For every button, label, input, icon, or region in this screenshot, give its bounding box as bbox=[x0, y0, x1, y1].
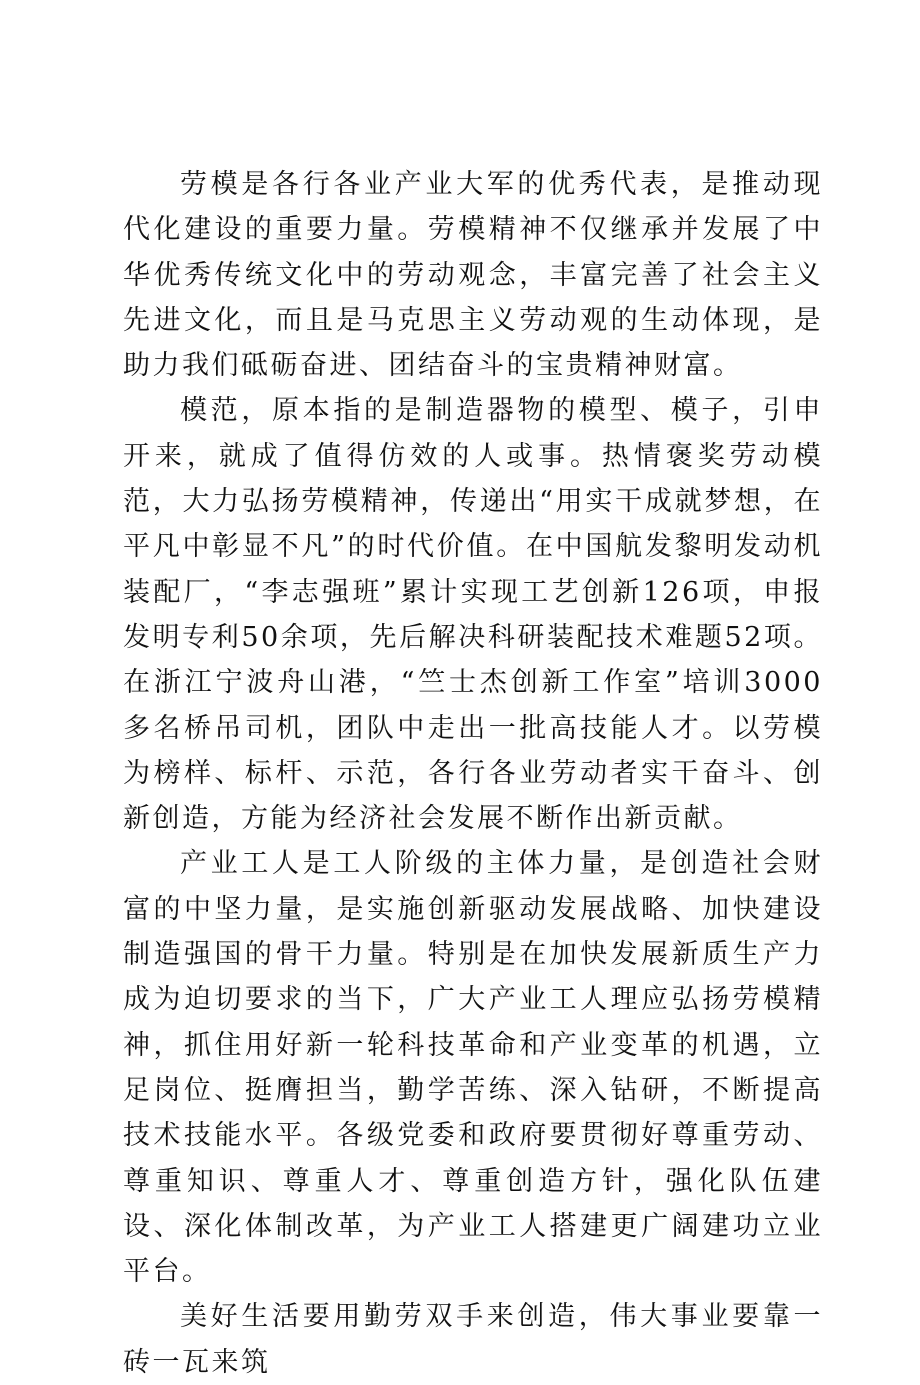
paragraph-4: 美好生活要用勤劳双手来创造，伟大事业要靠一砖一瓦来筑 bbox=[123, 1301, 823, 1378]
paragraph-2: 模范，原本指的是制造器物的模型、模子，引申开来，就成了值得仿效的人或事。热情褒奖劳动模范，大力弘扬劳模精神，传递出“用实干成就梦想，在平凡中彰显不凡”的时代价值。在中国航发黎明发动机装配厂，“李志强班”累计实现工艺创新126项，申报发明专利50余项，先后解决科研装配技术难题52项。在浙江宁波舟山港，“竺士杰创新工作室”培训3000多名桥吊司机，团队中走出一批高技能人才。以劳模为榜样、标杆、示范，各行各业劳动者实干奋斗、创新创造，方能为经济社会发展不断作出新贡献。 bbox=[123, 395, 823, 835]
paragraph-3: 产业工人是工人阶级的主体力量，是创造社会财富的中坚力量，是实施创新驱动发展战略、加快建设制造强国的骨干力量。特别是在加快发展新质生产力成为迫切要求的当下，广大产业工人理应弘扬劳模精神，抓住用好新一轮科技革命和产业变革的机遇，立足岗位、挺膺担当，勤学苦练、深入钻研，不断提高技术技能水平。各级党委和政府要贯彻好尊重劳动、尊重知识、尊重人才、尊重创造方针，强化队伍建设、深化体制改革，为产业工人搭建更广阔建功立业平台。 bbox=[123, 848, 823, 1288]
article-body bbox=[123, 162, 823, 1385]
paragraph-1: 劳模是各行各业产业大军的优秀代表，是推动现代化建设的重要力量。劳模精神不仅继承并发展了中华优秀传统文化中的劳动观念，丰富完善了社会主义先进文化，而且是马克思主义劳动观的生动体现，是助力我们砥砺奋进、团结奋斗的宝贵精神财富。 bbox=[123, 169, 823, 382]
